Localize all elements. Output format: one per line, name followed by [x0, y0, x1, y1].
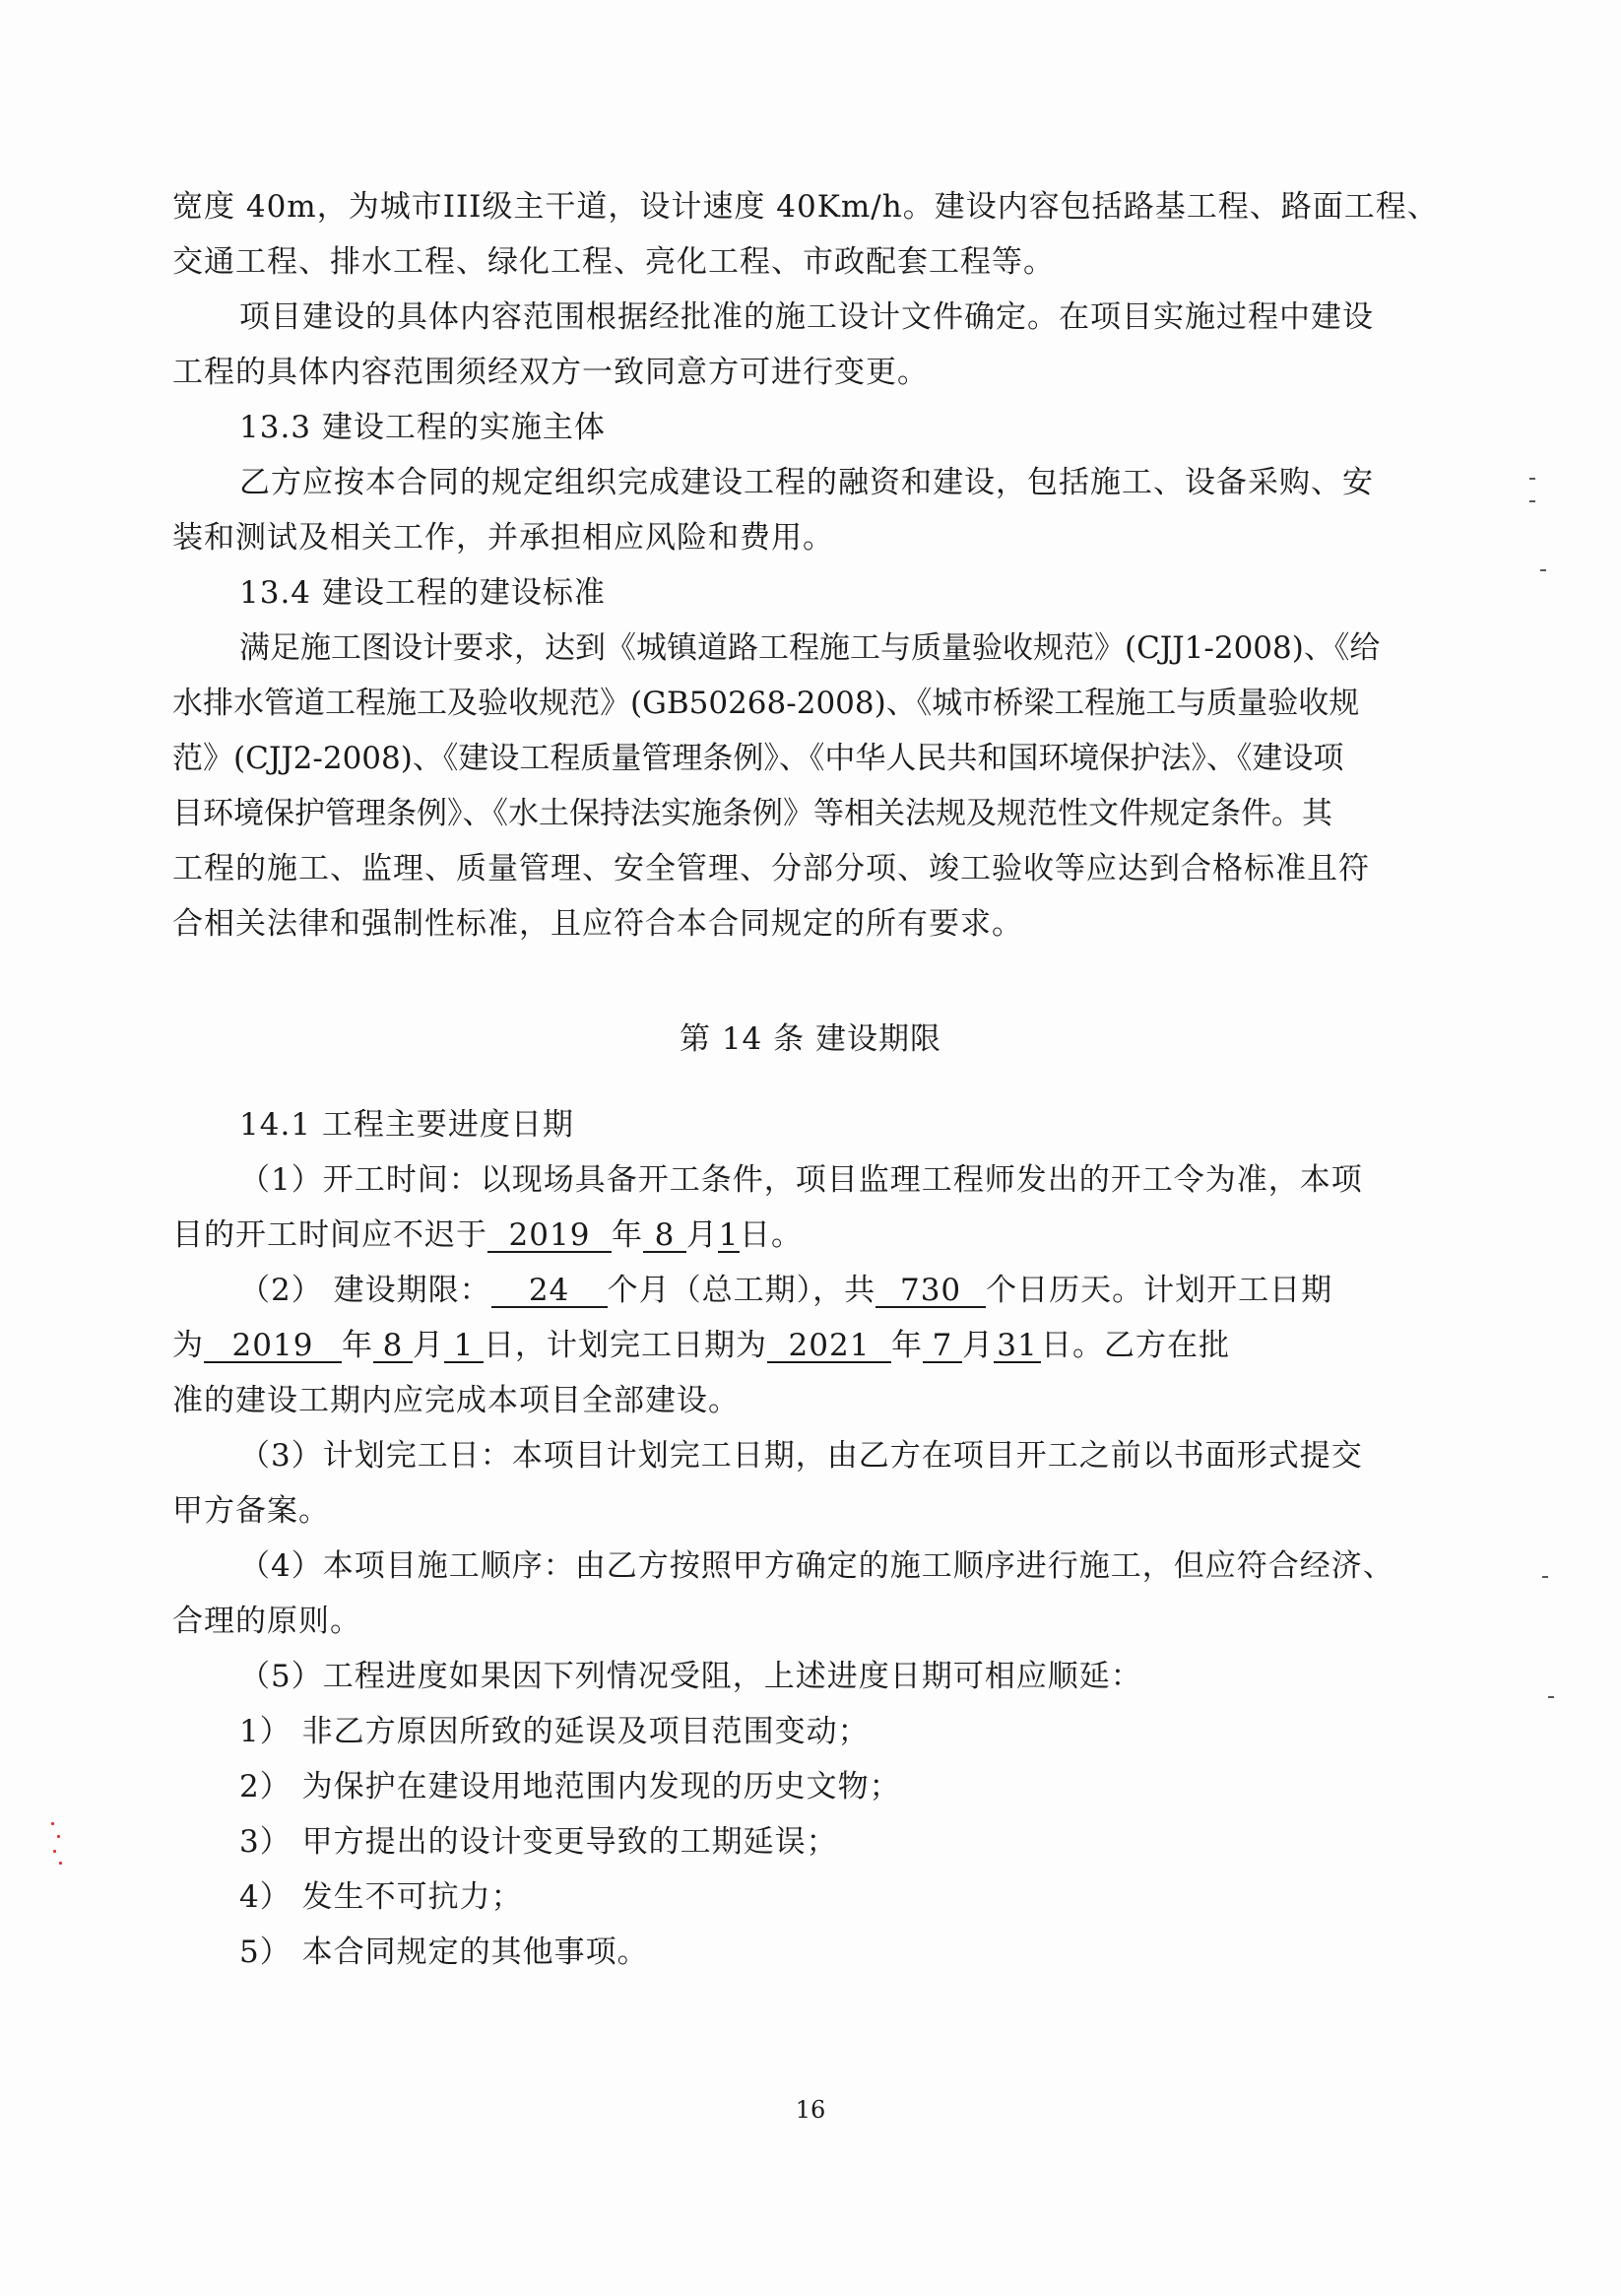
paragraph-line: 合理的原则。	[172, 1604, 361, 1639]
planned-start-day-field: 1	[444, 1330, 484, 1363]
paragraph-line: 宽度 40m，为城市III级主干道，设计速度 40Km/h。建设内容包括路基工程、路面工程、	[172, 189, 1439, 225]
scan-mark	[59, 1862, 62, 1865]
list-item: 4） 发生不可抗力；	[239, 1879, 523, 1915]
list-item: 3） 甲方提出的设计变更导致的工期延误；	[239, 1824, 838, 1860]
start-month-field: 8	[643, 1219, 686, 1253]
planned-start-month-field: 8	[373, 1330, 413, 1363]
paragraph-line: 水排水管道工程施工及验收规范》(GB50268-2008)、《城市桥梁工程施工与质量验收规	[172, 686, 1360, 721]
planned-end-year-field: 2021	[767, 1330, 891, 1363]
paragraph-line: 范》(CJJ2-2008)、《建设工程质量管理条例》、《中华人民共和国环境保护法》、《建设项	[172, 741, 1344, 776]
paragraph-line: 装和测试及相关工作，并承担相应风险和费用。	[172, 520, 834, 556]
scan-mark	[1542, 1576, 1548, 1578]
list-item: 2） 为保护在建设用地范围内发现的历史文物；	[239, 1769, 901, 1804]
section-heading-14-1: 14.1 工程主要进度日期	[239, 1107, 574, 1143]
scan-mark	[1529, 500, 1535, 502]
paragraph-line: 乙方应按本合同的规定组织完成建设工程的融资和建设，包括施工、设备采购、安	[239, 465, 1374, 500]
planned-end-day-field: 31	[994, 1330, 1041, 1363]
planned-end-month-field: 7	[923, 1330, 962, 1363]
paragraph-line: （1）开工时间：以现场具备开工条件，项目监理工程师发出的开工令为准，本项	[239, 1162, 1363, 1198]
list-item: 5） 本合同规定的其他事项。	[239, 1935, 649, 1970]
start-day-field: 1	[718, 1217, 740, 1253]
duration-days-field: 730	[875, 1275, 986, 1308]
scan-mark	[1548, 1696, 1554, 1698]
section-heading-13-3: 13.3 建设工程的实施主体	[239, 410, 606, 445]
paragraph-line: 项目建设的具体内容范围根据经批准的施工设计文件确定。在项目实施过程中建设	[239, 299, 1374, 335]
paragraph-line: 准的建设工期内应完成本项目全部建设。	[172, 1383, 740, 1418]
paragraph-line: （3）计划完工日：本项目计划完工日期，由乙方在项目开工之前以书面形式提交	[239, 1438, 1363, 1474]
duration-months-field: 24	[491, 1275, 608, 1308]
list-item: 1） 非乙方原因所致的延误及项目范围变动；	[239, 1714, 870, 1749]
start-year-field: 2019	[487, 1219, 612, 1253]
paragraph-line: 合相关法律和强制性标准，且应符合本合同规定的所有要求。	[172, 906, 1023, 942]
paragraph-line: 甲方备案。	[172, 1493, 330, 1529]
scan-mark	[53, 1850, 56, 1853]
planned-dates-line: 为 2019 年 8 月 1 日，计划完工日期为 2021 年 7 月 31 日。乙方在批	[172, 1328, 1230, 1363]
start-date-line: 目的开工时间应不迟于 2019 年 8 月1日。	[172, 1217, 803, 1253]
paragraph-line: （4）本项目施工顺序：由乙方按照甲方确定的施工顺序进行施工，但应符合经济、	[239, 1548, 1394, 1584]
paragraph-line: 交通工程、排水工程、绿化工程、亮化工程、市政配套工程等。	[172, 244, 1055, 280]
section-heading-13-4: 13.4 建设工程的建设标准	[239, 575, 606, 611]
scan-mark	[1540, 569, 1546, 571]
planned-start-year-field: 2019	[204, 1330, 342, 1363]
paragraph-line: 工程的施工、监理、质量管理、安全管理、分部分项、竣工验收等应达到合格标准且符	[172, 851, 1370, 886]
article-heading: 第 14 条 建设期限	[679, 1021, 941, 1057]
scan-mark	[1529, 478, 1535, 480]
scan-mark	[57, 1835, 60, 1838]
paragraph-line: 满足施工图设计要求，达到《城镇道路工程施工与质量验收规范》(CJJ1-2008)、《给	[239, 630, 1381, 666]
scan-mark	[51, 1822, 54, 1825]
paragraph-line: 目环境保护管理条例》、《水土保持法实施条例》等相关法规及规范性文件规定条件。其	[172, 796, 1332, 831]
paragraph-line: （5）工程进度如果因下列情况受阻，上述进度日期可相应顺延：	[239, 1659, 1142, 1694]
page-number: 16	[795, 2096, 826, 2124]
duration-line: （2） 建设期限： 24 个月（总工期），共 730 个日历天。计划开工日期	[239, 1273, 1333, 1308]
paragraph-line: 工程的具体内容范围须经双方一致同意方可进行变更。	[172, 355, 929, 390]
